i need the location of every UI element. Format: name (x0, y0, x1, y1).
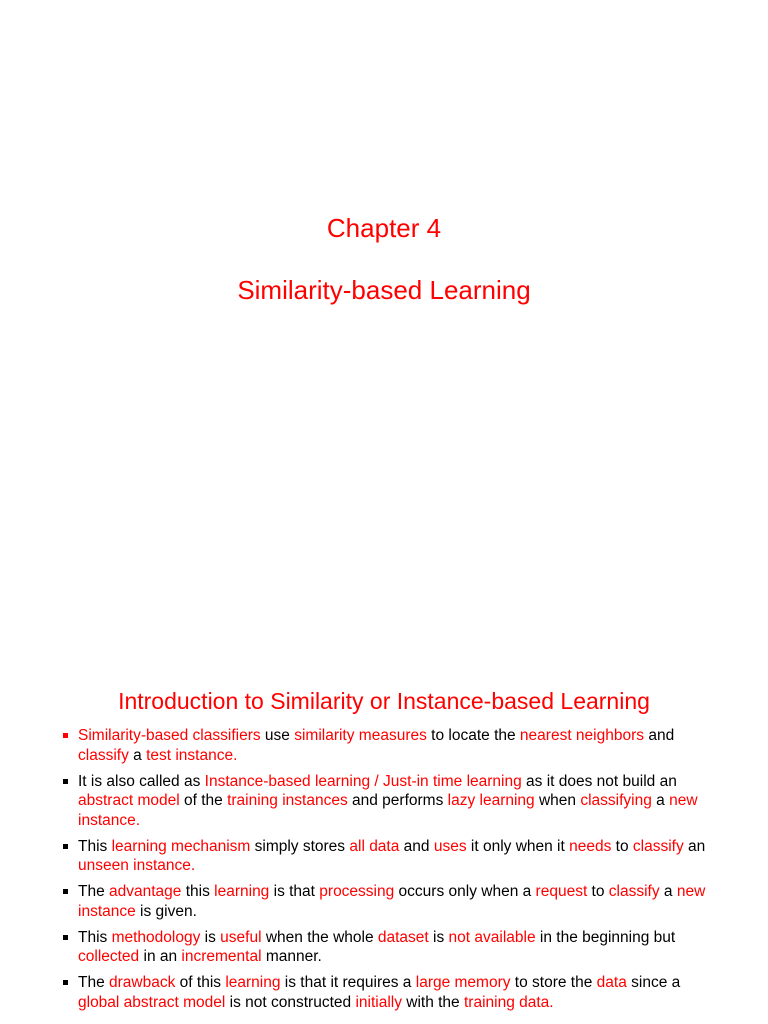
highlighted-term: needs (569, 837, 612, 855)
bullet-square-icon (63, 844, 68, 849)
bullet-text: in the beginning but (535, 928, 676, 946)
bullet-text: and performs (347, 792, 448, 809)
highlighted-term: classify (608, 883, 660, 900)
bullet-text: The (78, 974, 110, 991)
highlighted-term: uses (433, 837, 467, 855)
highlighted-term: not available (448, 928, 536, 946)
bullet-text: it only when it (466, 837, 570, 855)
bullet-item (60, 726, 720, 765)
highlighted-term: nearest neighbors (519, 727, 645, 744)
bullet-text: a (659, 883, 677, 900)
highlighted-term: initially (355, 993, 402, 1011)
bullet-list (60, 726, 720, 1019)
highlighted-term: similarity measures (294, 727, 427, 744)
highlighted-term: global abstract model (78, 993, 226, 1011)
bullet-text: simply stores (250, 837, 350, 855)
highlighted-term: data (596, 974, 627, 991)
highlighted-term: all data (349, 837, 400, 855)
highlighted-term: processing (319, 883, 395, 900)
bullet-text: is that it requires a (280, 974, 416, 991)
slide-heading: Introduction to Similarity or Instance-based Learning (118, 688, 650, 714)
bullet-text: to store the (510, 974, 597, 991)
bullet-text: is given. (135, 902, 197, 920)
bullet-text: is not constructed (225, 993, 356, 1011)
bullet-item (60, 928, 720, 967)
bullet-text: to (611, 837, 633, 855)
bullet-text: and (399, 837, 434, 855)
highlighted-term: new instance (78, 883, 706, 920)
bullet-text: This (78, 837, 112, 855)
highlighted-term: drawback (109, 974, 176, 991)
intro-slide (0, 668, 768, 1024)
highlighted-term: advantage (109, 883, 182, 900)
bullet-text: is (428, 928, 449, 946)
bullet-text: a (128, 746, 147, 764)
bullet-text: this (181, 883, 215, 900)
highlighted-term: Similarity-based classifiers (78, 727, 261, 744)
bullet-text: with the (401, 993, 464, 1011)
highlighted-term: useful (220, 928, 262, 946)
highlighted-term: test instance. (146, 746, 238, 764)
bullet-text: The (78, 883, 110, 900)
bullet-text: This (78, 928, 112, 946)
bullet-item (60, 882, 720, 921)
bullet-text: when (534, 792, 581, 809)
bullet-text: It is also called as (78, 772, 205, 790)
highlighted-term: Instance-based learning / Just-in time learning (204, 772, 522, 790)
bullet-text: is (200, 928, 221, 946)
highlighted-term: abstract model (78, 792, 180, 809)
highlighted-term: collected (78, 948, 140, 965)
bullet-text: as it does not build an (521, 772, 677, 790)
highlighted-term: learning (225, 974, 281, 991)
highlighted-term: request (535, 883, 588, 900)
bullet-square-icon (63, 889, 68, 894)
chapter-label: Chapter 4 (326, 213, 442, 243)
bullet-text: use (260, 727, 295, 744)
bullet-item (60, 837, 720, 876)
bullet-text: of the (179, 792, 228, 809)
bullet-text: a (651, 792, 670, 809)
highlighted-term: new instance. (78, 792, 698, 829)
highlighted-term: classify (78, 746, 129, 764)
highlighted-term: classify (632, 837, 684, 855)
highlighted-term: training data. (463, 993, 554, 1011)
bullet-square-icon (63, 779, 68, 784)
bullet-text: since a (626, 974, 681, 991)
bullet-text: an (683, 837, 706, 855)
bullet-text: to (587, 883, 609, 900)
highlighted-term: dataset (377, 928, 429, 946)
highlighted-term: learning (214, 883, 270, 900)
bullet-text: manner. (261, 948, 322, 965)
bullet-text: in an (139, 948, 182, 965)
bullet-text: of this (175, 974, 226, 991)
bullet-square-icon (63, 733, 68, 738)
highlighted-term: training instances (227, 792, 348, 809)
bullet-square-icon (63, 935, 68, 940)
bullet-text: occurs only when a (394, 883, 536, 900)
bullet-item (60, 772, 720, 831)
bullet-square-icon (63, 980, 68, 985)
bullet-text: when the whole (261, 928, 378, 946)
highlighted-term: learning mechanism (111, 837, 251, 855)
highlighted-term: lazy learning (447, 792, 535, 809)
highlighted-term: unseen instance. (78, 857, 196, 874)
highlighted-term: methodology (111, 928, 201, 946)
bullet-text: to locate the (426, 727, 520, 744)
bullet-text: and (644, 727, 675, 744)
highlighted-term: incremental (181, 948, 262, 965)
bullet-item (60, 973, 720, 1012)
bullet-text: is that (269, 883, 320, 900)
highlighted-term: classifying (580, 792, 652, 809)
highlighted-term: large memory (415, 974, 511, 991)
chapter-title: Similarity-based Learning (237, 275, 531, 305)
